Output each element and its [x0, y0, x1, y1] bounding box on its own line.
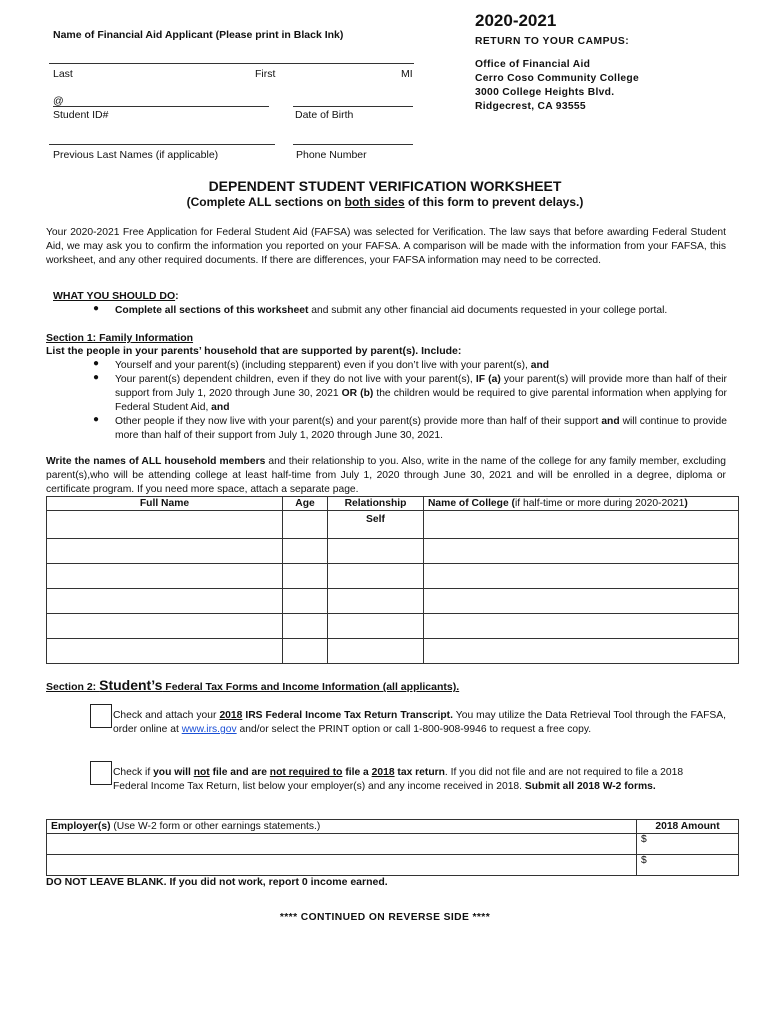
opt1-a: Check and attach your	[113, 710, 220, 721]
section1-heading: Section 1: Family Information	[46, 332, 194, 344]
opt1-b: IRS Federal Income Tax Return Transcript.	[242, 710, 453, 721]
opt1-year: 2018	[219, 710, 243, 721]
college-cell[interactable]	[424, 639, 739, 664]
age-cell[interactable]	[283, 614, 328, 639]
section2-heading-c: Federal Tax Forms and Income Information (all applicants).	[162, 681, 460, 693]
intro-paragraph: Your 2020-2021 Free Application for Federal Student Aid (FAFSA) was selected for Verification. The law says that before awarding Federal Student Aid, we may ask you to confirm the information you reported on your FAFSA. A comparison will be made with the information from your FAFSA, this worksheet, and any other required documents. If there are differences, your FAFSA information may need to be corrected.	[46, 227, 726, 266]
employer-table	[46, 819, 739, 876]
table-row	[47, 639, 739, 664]
prev-names-line[interactable]	[49, 144, 275, 145]
student-id-line[interactable]	[53, 106, 269, 107]
emp-col-rest: (Use W-2 form or other earnings statements.)	[110, 821, 321, 832]
section1-write-names	[46, 455, 726, 496]
col-college-close: )	[684, 498, 688, 509]
last-name-label: Last	[53, 68, 73, 80]
bullet-icon: ●	[92, 358, 100, 369]
opt2-notreq: not required to	[269, 767, 343, 778]
section2-heading	[46, 677, 459, 693]
phone-label: Phone Number	[296, 149, 367, 161]
office-address	[475, 58, 639, 114]
college-cell[interactable]	[424, 539, 739, 564]
page-title: DEPENDENT STUDENT VERIFICATION WORKSHEET	[208, 178, 562, 194]
col-age: Age	[283, 497, 328, 511]
table-row	[47, 564, 739, 589]
relationship-cell[interactable]	[328, 614, 424, 639]
office-line: Ridgecrest, CA 93555	[475, 101, 586, 112]
col-employer	[47, 820, 637, 834]
office-line: Office of Financial Aid	[475, 59, 591, 70]
opt2-not: not	[193, 767, 210, 778]
phone-line[interactable]	[293, 144, 413, 145]
amount-cell[interactable]: $	[637, 855, 739, 876]
opt2-d: file a	[342, 767, 372, 778]
section2-heading-b: Student’s	[99, 677, 163, 693]
col-college-rest: if half-time or more during 2020-2021	[514, 498, 685, 509]
b3-b: will continue to provide more than half of their support from July 1, 2020 through June 30, 2021.	[115, 416, 727, 441]
household-table	[46, 496, 739, 664]
table-row	[47, 855, 739, 876]
b3-a: Other people if they now live with your parent(s) and your parent(s) provide more than half of their support	[115, 416, 602, 427]
b3-and: and	[601, 416, 620, 427]
opt1-c: You may utilize the Data Retrieval Tool through the FAFSA, order online at	[113, 710, 727, 735]
name-line[interactable]	[49, 63, 414, 64]
age-cell[interactable]	[283, 564, 328, 589]
name-cell[interactable]	[47, 589, 283, 614]
transcript-option	[113, 709, 726, 737]
no-file-checkbox[interactable]	[90, 761, 112, 785]
write-bold: Write the names of ALL household members	[46, 456, 266, 467]
applicant-name-title: Name of Financial Aid Applicant (Please print in Black Ink)	[53, 29, 344, 41]
opt2-b: you will	[153, 767, 194, 778]
subtitle-both-sides: both sides	[344, 195, 405, 209]
col-relationship: Relationship	[328, 497, 424, 511]
relationship-cell[interactable]	[328, 639, 424, 664]
amount-cell[interactable]: $	[637, 834, 739, 855]
what-colon: :	[175, 290, 179, 302]
irs-link[interactable]: www.irs.gov	[181, 723, 237, 735]
opt2-a: Check if	[113, 767, 154, 778]
continued-reverse: **** CONTINUED ON REVERSE SIDE ****	[279, 912, 491, 923]
bullet-icon: ●	[92, 372, 100, 383]
school-year: 2020-2021	[475, 11, 557, 30]
b2-ifa: IF (a)	[475, 374, 501, 385]
relationship-cell: Self	[328, 511, 424, 539]
bullet-icon: ●	[92, 303, 100, 314]
dob-label: Date of Birth	[295, 109, 354, 121]
col-college-bold: Name of College (	[428, 498, 515, 509]
employer-cell[interactable]	[47, 855, 637, 876]
relationship-cell[interactable]	[328, 539, 424, 564]
opt2-e: tax return	[394, 767, 445, 778]
what-bullet	[115, 304, 730, 318]
opt2-c: file and are	[209, 767, 270, 778]
age-cell[interactable]	[283, 511, 328, 539]
name-cell[interactable]	[47, 639, 283, 664]
return-to-campus: RETURN TO YOUR CAMPUS:	[475, 36, 630, 47]
opt1-d: and/or select the PRINT option or call 1-800-908-9946 to request a free copy.	[236, 723, 592, 735]
b2-c: the children would be required to give parental information when applying for Federal Student Aid,	[115, 387, 727, 413]
what-bullet-rest: and submit any other financial aid documents requested in your college portal.	[308, 305, 668, 316]
dob-line[interactable]	[293, 106, 413, 107]
emp-col-bold: Employer(s)	[51, 821, 111, 832]
college-cell[interactable]	[424, 511, 739, 539]
opt2-g: Submit all 2018 W-2 forms.	[524, 780, 656, 792]
b1-and: and	[530, 360, 550, 371]
no-file-option	[113, 766, 713, 794]
table-row	[47, 834, 739, 855]
age-cell[interactable]	[283, 639, 328, 664]
write-rest: and their relationship to you. Also, write in the name of the college for any family member, excluding parent(s),who will be attending college at least half-time from July 1, 2020 through June 30, 2021 and will be enrolled in a degree, diploma or certificate program. If you need more space, attach a separate page.	[46, 456, 726, 495]
opt2-year: 2018	[371, 767, 395, 778]
transcript-checkbox[interactable]	[90, 704, 112, 728]
name-cell[interactable]	[47, 564, 283, 589]
office-line: Cerro Coso Community College	[475, 73, 640, 84]
college-cell[interactable]	[424, 564, 739, 589]
b2-and: and	[211, 401, 230, 413]
do-not-leave-blank: DO NOT LEAVE BLANK. If you did not work, report 0 income earned.	[46, 876, 388, 888]
table-row	[47, 589, 739, 614]
b2-a: Your parent(s) dependent children, even if they do not live with your parent(s),	[115, 374, 476, 385]
office-line: 3000 College Heights Blvd.	[475, 87, 615, 98]
bullet-icon: ●	[92, 414, 100, 425]
what-you-should-do	[53, 290, 179, 302]
age-cell[interactable]	[283, 539, 328, 564]
what-heading: WHAT YOU SHOULD DO	[53, 290, 176, 302]
table-row	[47, 614, 739, 639]
section1-bullet-3	[115, 415, 727, 443]
subtitle-pre: (Complete ALL sections on	[186, 195, 345, 209]
section1-bullet-1	[115, 359, 727, 373]
table-row	[47, 539, 739, 564]
relationship-cell[interactable]	[328, 589, 424, 614]
col-amount: 2018 Amount	[637, 820, 739, 834]
first-name-label: First	[255, 68, 276, 80]
name-cell[interactable]	[47, 511, 283, 539]
subtitle-post: of this form to prevent delays.)	[404, 195, 584, 209]
mi-label: MI	[401, 68, 413, 80]
what-bullet-bold: Complete all sections of this worksheet	[115, 305, 309, 316]
b2-b: your parent(s) will provide more than half of their support from July 1, 2020 through June 30, 2021	[115, 374, 727, 399]
age-cell[interactable]	[283, 589, 328, 614]
section2-heading-a: Section 2:	[46, 681, 100, 693]
college-cell[interactable]	[424, 614, 739, 639]
b1-text: Yourself and your parent(s) (including stepparent) even if you don’t live with your parent(s),	[115, 360, 531, 371]
section1-bullet-2	[115, 373, 727, 414]
student-id-label: Student ID#	[53, 109, 109, 121]
employer-cell[interactable]	[47, 834, 637, 855]
prev-names-label: Previous Last Names (if applicable)	[53, 149, 219, 161]
name-cell[interactable]	[47, 614, 283, 639]
section1-list-intro: List the people in your parents’ household that are supported by parent(s). Include:	[46, 345, 462, 357]
b2-orb: OR (b)	[341, 387, 374, 399]
opt2-f: . If you did not file and are not required to file a 2018 Federal Income Tax Return, list below your employer(s) and any income received in 2018.	[113, 767, 684, 792]
table-row	[47, 511, 739, 539]
name-cell[interactable]	[47, 539, 283, 564]
col-full-name: Full Name	[47, 497, 283, 511]
student-id-at: @	[53, 95, 64, 107]
relationship-cell[interactable]	[328, 564, 424, 589]
page-subtitle	[0, 195, 770, 209]
college-cell[interactable]	[424, 589, 739, 614]
col-college	[424, 497, 739, 511]
